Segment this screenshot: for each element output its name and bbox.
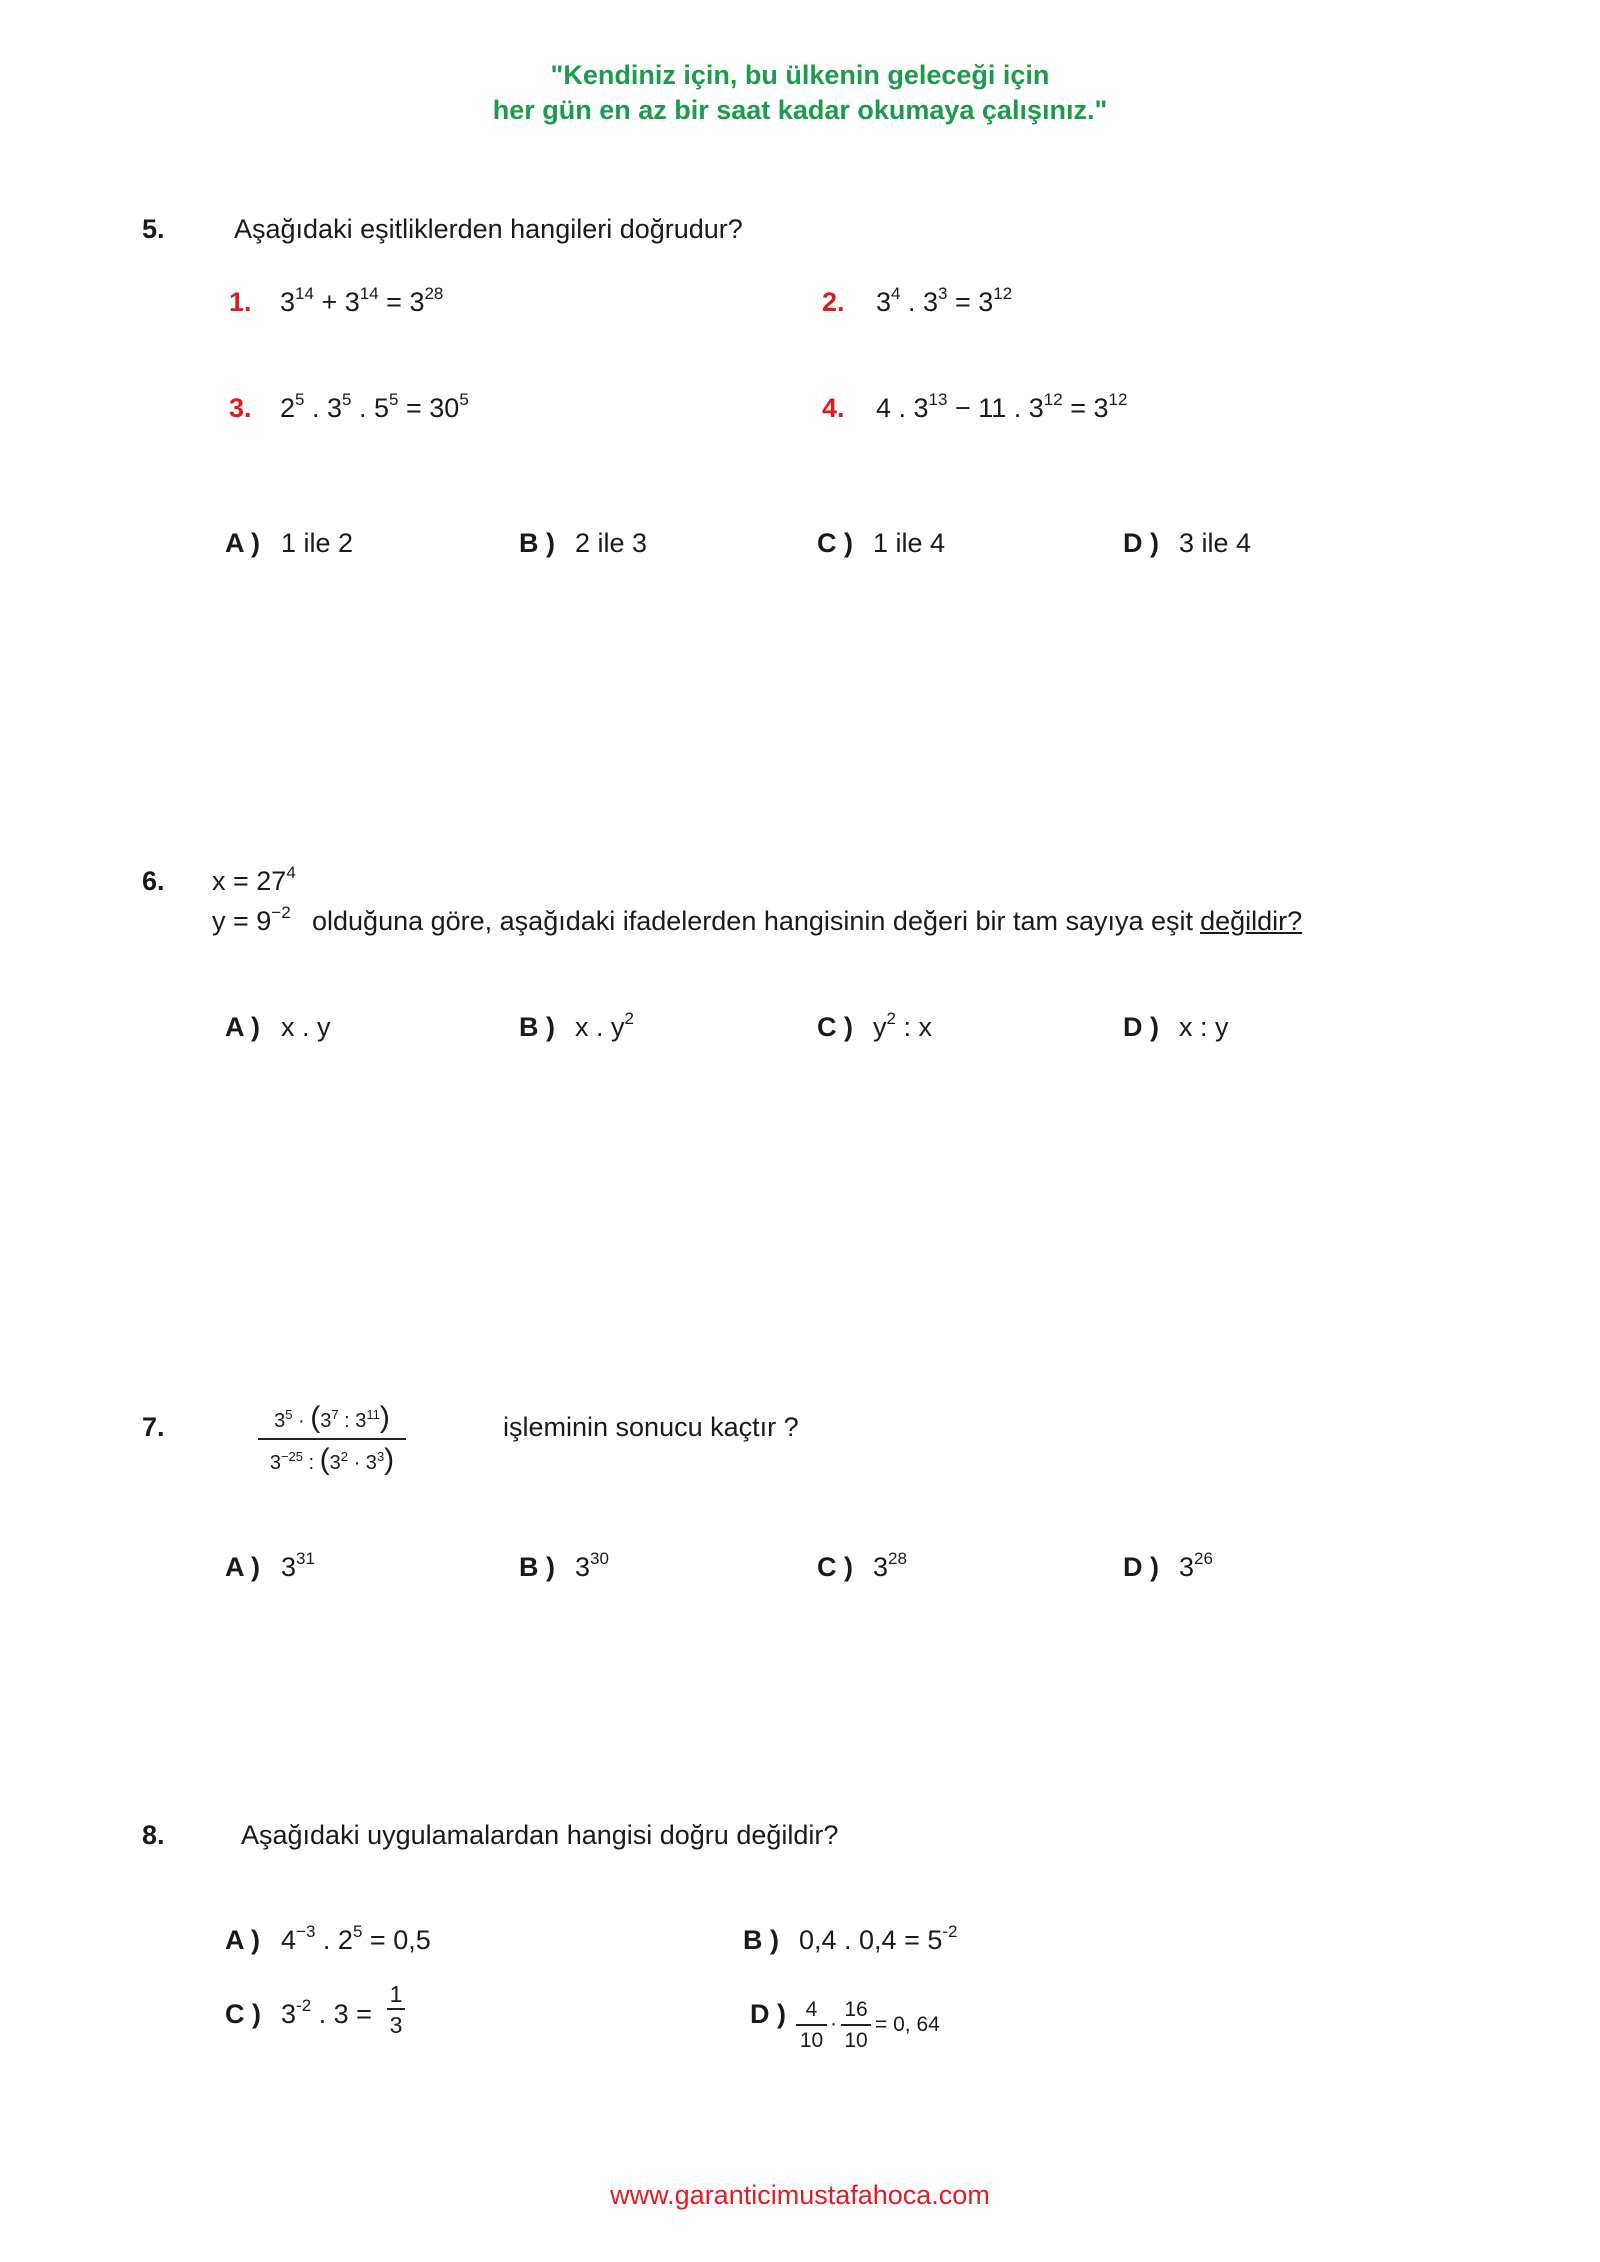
question-number: 7. (142, 1412, 165, 1442)
exponent: 28 (888, 1549, 907, 1568)
motto-line-2: her gün en az bir saat kadar okumaya çalışınız." (492, 95, 1108, 125)
question-prompt: işleminin sonucu kaçtır ? (503, 1412, 799, 1442)
option-a (225, 527, 353, 559)
question-number: 6. (142, 866, 165, 896)
operator: : (303, 1452, 320, 1474)
option-letter: B ) (743, 1925, 779, 1955)
option-letter: C ) (817, 1552, 853, 1582)
base-term: · 3 (348, 1452, 377, 1474)
option-letter: B ) (519, 528, 555, 558)
fraction-denominator: 10 (799, 2029, 824, 2052)
right-parenthesis: ) (384, 1443, 395, 1476)
base-term: 0,4 . 0,4 = 5 (799, 1925, 943, 1955)
base-term: 4 (281, 1925, 297, 1955)
base-term: : x (895, 1012, 932, 1042)
option-text: 3 ile 4 (1179, 528, 1252, 558)
multiplication-dot: · (830, 2012, 837, 2035)
option-letter: A ) (225, 1925, 260, 1955)
option-d-letter: D ) (750, 1999, 786, 2029)
option-text: x . y (281, 1012, 331, 1042)
option-c (817, 1011, 932, 1047)
option-b (519, 1011, 634, 1047)
exponent: 3 (938, 284, 948, 303)
base-term: x = 27 (212, 866, 287, 896)
option-a (225, 1551, 315, 1587)
statement-expression-4 (876, 392, 1127, 428)
fraction-denominator: 3 (389, 2012, 403, 2038)
exponent: 5 (342, 390, 352, 409)
option-letter: A ) (225, 1012, 260, 1042)
exponent: 4 (286, 863, 296, 882)
exponent: 7 (331, 1407, 339, 1422)
statement-expression-2 (876, 286, 1012, 322)
exponent: 2 (624, 1009, 634, 1028)
exponent: 31 (296, 1549, 315, 1568)
statement-label-4: 4. (822, 393, 845, 423)
option-b (743, 1924, 957, 1960)
option-d (1123, 527, 1251, 559)
option-a (225, 1924, 431, 1960)
base-term: . 3 (900, 287, 939, 317)
left-parenthesis: ( (310, 1401, 321, 1434)
exponent: −25 (280, 1449, 303, 1464)
exponent: 30 (590, 1549, 609, 1568)
expression-fraction (258, 1398, 406, 1480)
given-y (212, 905, 291, 941)
motto-line-1: "Kendiniz için, bu ülkenin geleceği için (550, 60, 1050, 90)
option-text: 2 ile 3 (575, 528, 648, 558)
option-letter: B ) (519, 1552, 555, 1582)
question-prompt: Aşağıdaki uygulamalardan hangisi doğru değildir? (241, 1820, 839, 1850)
operator: · (292, 1410, 311, 1432)
option-letter: C ) (817, 528, 853, 558)
exponent: 13 (928, 390, 948, 409)
base-term: = 30 (398, 393, 460, 423)
question-number: 8. (142, 1820, 165, 1850)
base-term: . 5 (351, 393, 390, 423)
exponent: −2 (271, 903, 291, 922)
option-c (225, 1998, 372, 2034)
exponent: 4 (891, 284, 901, 303)
option-letter: C ) (225, 1999, 261, 2029)
option-d (1123, 1011, 1229, 1043)
exponent: 5 (459, 390, 469, 409)
option-d (1123, 1551, 1213, 1587)
exponent: -2 (296, 1996, 312, 2015)
base-term: = 3 (1062, 393, 1109, 423)
base-term: 3 (1179, 1552, 1195, 1582)
option-letter: B ) (519, 1012, 555, 1042)
prompt-emphasis-underlined: değildir? (1200, 906, 1303, 936)
exponent: 12 (993, 284, 1013, 303)
base-term: 3 (873, 1552, 889, 1582)
question-prompt (312, 905, 1302, 937)
exponent: 5 (295, 390, 305, 409)
exponent: 14 (359, 284, 379, 303)
option-letter: D ) (1123, 1552, 1159, 1582)
base-term: 3 (280, 287, 296, 317)
base-term: − 11 . 3 (947, 393, 1044, 423)
exponent: 2 (886, 1009, 896, 1028)
option-letter: A ) (225, 528, 260, 558)
base-term: 3 (281, 1999, 297, 2029)
exponent: 12 (1108, 390, 1128, 409)
option-d-fraction-1 (796, 1996, 827, 2056)
exponent: 26 (1194, 1549, 1213, 1568)
option-d-fraction-2 (841, 1996, 871, 2056)
base-term: y (873, 1012, 887, 1042)
option-text: 1 ile 4 (873, 528, 946, 558)
base-term: 2 (280, 393, 296, 423)
exponent: 11 (366, 1407, 380, 1422)
statement-label-1: 1. (229, 287, 252, 317)
left-parenthesis: ( (319, 1443, 330, 1476)
option-letter: D ) (1123, 528, 1159, 558)
base-term: : 3 (338, 1410, 367, 1432)
statement-label-3: 3. (229, 393, 252, 423)
question-number: 5. (142, 214, 165, 244)
footer-website: www.garanticimustafahoca.com (610, 2180, 990, 2210)
exponent: 5 (352, 1922, 363, 1941)
fraction-numerator: 4 (805, 1998, 818, 2021)
statement-expression-1 (280, 286, 443, 322)
fraction-numerator: 1 (389, 1981, 403, 2007)
base-term: 3 (320, 1410, 332, 1432)
exponent: -2 (942, 1922, 958, 1941)
base-term: 3 (269, 1452, 281, 1474)
option-text: 1 ile 2 (281, 528, 354, 558)
right-parenthesis: ) (379, 1401, 390, 1434)
base-term: . 3 = (311, 1999, 372, 2029)
base-term: y = 9 (212, 906, 272, 936)
exponent: −3 (296, 1922, 316, 1941)
base-term: 3 (329, 1452, 341, 1474)
statement-expression-3 (280, 392, 469, 428)
base-term: . 2 (315, 1925, 353, 1955)
exponent: 28 (424, 284, 444, 303)
base-term: = 0,5 (362, 1925, 431, 1955)
fraction-denominator (258, 1440, 406, 1480)
base-term: + 3 (313, 287, 360, 317)
option-a (225, 1011, 331, 1043)
option-d-result: = 0, 64 (875, 2013, 940, 2036)
option-b (519, 527, 647, 559)
base-term: 3 (281, 1552, 297, 1582)
option-c (817, 1551, 907, 1587)
fraction-numerator (258, 1398, 406, 1438)
option-b (519, 1551, 609, 1587)
base-term: 4 . 3 (876, 393, 929, 423)
exponent: 3 (376, 1449, 385, 1464)
base-term: 3 (876, 287, 892, 317)
exponent: 14 (295, 284, 314, 303)
exponent: 5 (285, 1407, 293, 1422)
statement-label-2: 2. (822, 287, 845, 317)
option-letter: D ) (1123, 1012, 1159, 1042)
base-term: 3 (575, 1552, 591, 1582)
exponent: 2 (340, 1449, 349, 1464)
option-letter: A ) (225, 1552, 260, 1582)
base-term: 3 (274, 1410, 286, 1432)
base-term: = 3 (378, 287, 425, 317)
exponent: 12 (1043, 390, 1063, 409)
given-x (212, 865, 296, 901)
option-text: x : y (1179, 1012, 1229, 1042)
question-prompt: Aşağıdaki eşitliklerden hangileri doğrudur? (234, 214, 743, 244)
fraction-numerator: 16 (844, 1998, 868, 2021)
base-term: = 3 (947, 287, 994, 317)
option-letter: C ) (817, 1012, 853, 1042)
option-c (817, 527, 945, 559)
base-term: . 3 (304, 393, 343, 423)
option-c-fraction (387, 1980, 405, 2040)
prompt-text: olduğuna göre, aşağıdaki ifadelerden hangisinin değeri bir tam sayıya eşit (312, 906, 1194, 936)
fraction-denominator: 10 (844, 2029, 868, 2052)
exponent: 5 (389, 390, 399, 409)
base-term: x . y (575, 1012, 625, 1042)
